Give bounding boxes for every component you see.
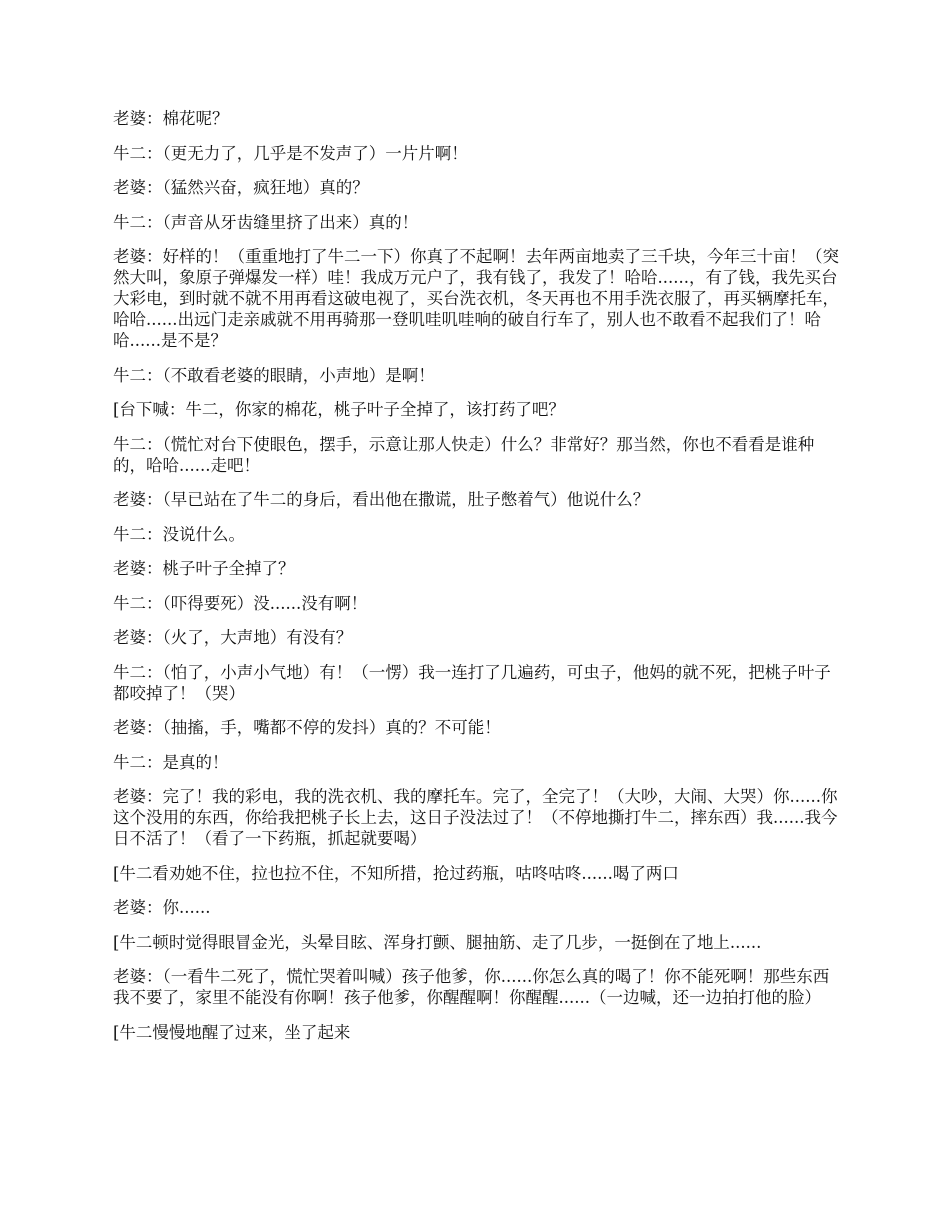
stage-direction: [台下喊：牛二，你家的棉花，桃子叶子全掉了，该打药了吧？ [113, 400, 565, 419]
paragraph: 老婆：棉花呢？ [113, 109, 229, 128]
paragraph: 老婆：（猛然兴奋，疯狂地）真的？ [113, 178, 369, 197]
stage-direction: [牛二顿时觉得眼冒金光，头晕目眩、浑身打颤、腿抽筋、走了几步，一挺倒在了地上...... [113, 932, 762, 952]
document-body [113, 108, 843, 1056]
stage-direction: [牛二看劝她不住，拉也拉不住，不知所措，抢过药瓶，咕咚咕咚......喝了两口 [113, 863, 679, 883]
paragraph: 牛二：没说什么。 [113, 524, 245, 544]
paragraph: 老婆：桃子叶子全掉了？ [113, 559, 295, 578]
paragraph: 牛二：（怕了，小声小气地）有！（一愣）我一连打了几遍药，可虫子，他妈的就不死，把桃子叶子都咬掉了！（哭） [113, 662, 831, 703]
paragraph: 老婆：（火了，大声地）有没有？ [113, 628, 353, 647]
paragraph: 老婆：好样的！（重重地打了牛二一下）你真了不起啊！去年两亩地卖了三千块，今年三十亩！（突然大叫，象原子弹爆发一样）哇！我成万元户了，我有钱了，我发了！哈哈......，有了钱，我先买台大彩电，到时就不就不用再看这破电视了，买台洗衣机，冬天再也不用手洗衣服了，再买辆摩托车，哈哈......出远门走亲戚就不用再骑那一登叽哇叽哇响的破自行车了，别人也不敢看不起我们了！哈哈......是不是？ [113, 247, 839, 350]
paragraph: 牛二：（不敢看老婆的眼睛，小声地）是啊！ [113, 365, 435, 385]
paragraph: 老婆：（抽搐，手，嘴都不停的发抖）真的？不可能！ [113, 718, 501, 737]
stage-direction: [牛二慢慢地醒了过来，坐了起来 [113, 1022, 351, 1042]
paragraph: 牛二：（吓得要死）没......没有啊！ [113, 593, 368, 613]
paragraph: 老婆：你...... [113, 898, 211, 917]
paragraph: 牛二：（声音从牙齿缝里挤了出来）真的！ [113, 212, 419, 232]
paragraph: 老婆：（早已站在了牛二的身后，看出他在撒谎，肚子憋着气）他说什么？ [113, 490, 650, 509]
paragraph: 老婆：（一看牛二死了，慌忙哭着叫喊）孩子他爹，你......你怎么真的喝了！你不能死啊！那些东西我不要了，家里不能没有你啊！孩子他爹，你醒醒啊！你醒醒......（一边喊，还一边拍打他的脸） [113, 967, 830, 1007]
paragraph: 老婆：完了！我的彩电，我的洗衣机、我的摩托车。完了，全完了！（大吵，大闹、大哭）你......你这个没用的东西，你给我把桃子长上去，这日子没法过了！（不停地撕打牛二，摔东西）我......我今日不活了！（看了一下药瓶，抓起就要喝） [113, 787, 838, 848]
paragraph: 牛二：（更无力了，几乎是不发声了）一片片啊！ [113, 143, 468, 163]
paragraph: 牛二：是真的！ [113, 752, 229, 772]
paragraph: 牛二：（慌忙对台下使眼色，摆手，示意让那人快走）什么？非常好？那当然，你也不看看是谁种的，哈哈......走吧！ [113, 434, 815, 475]
